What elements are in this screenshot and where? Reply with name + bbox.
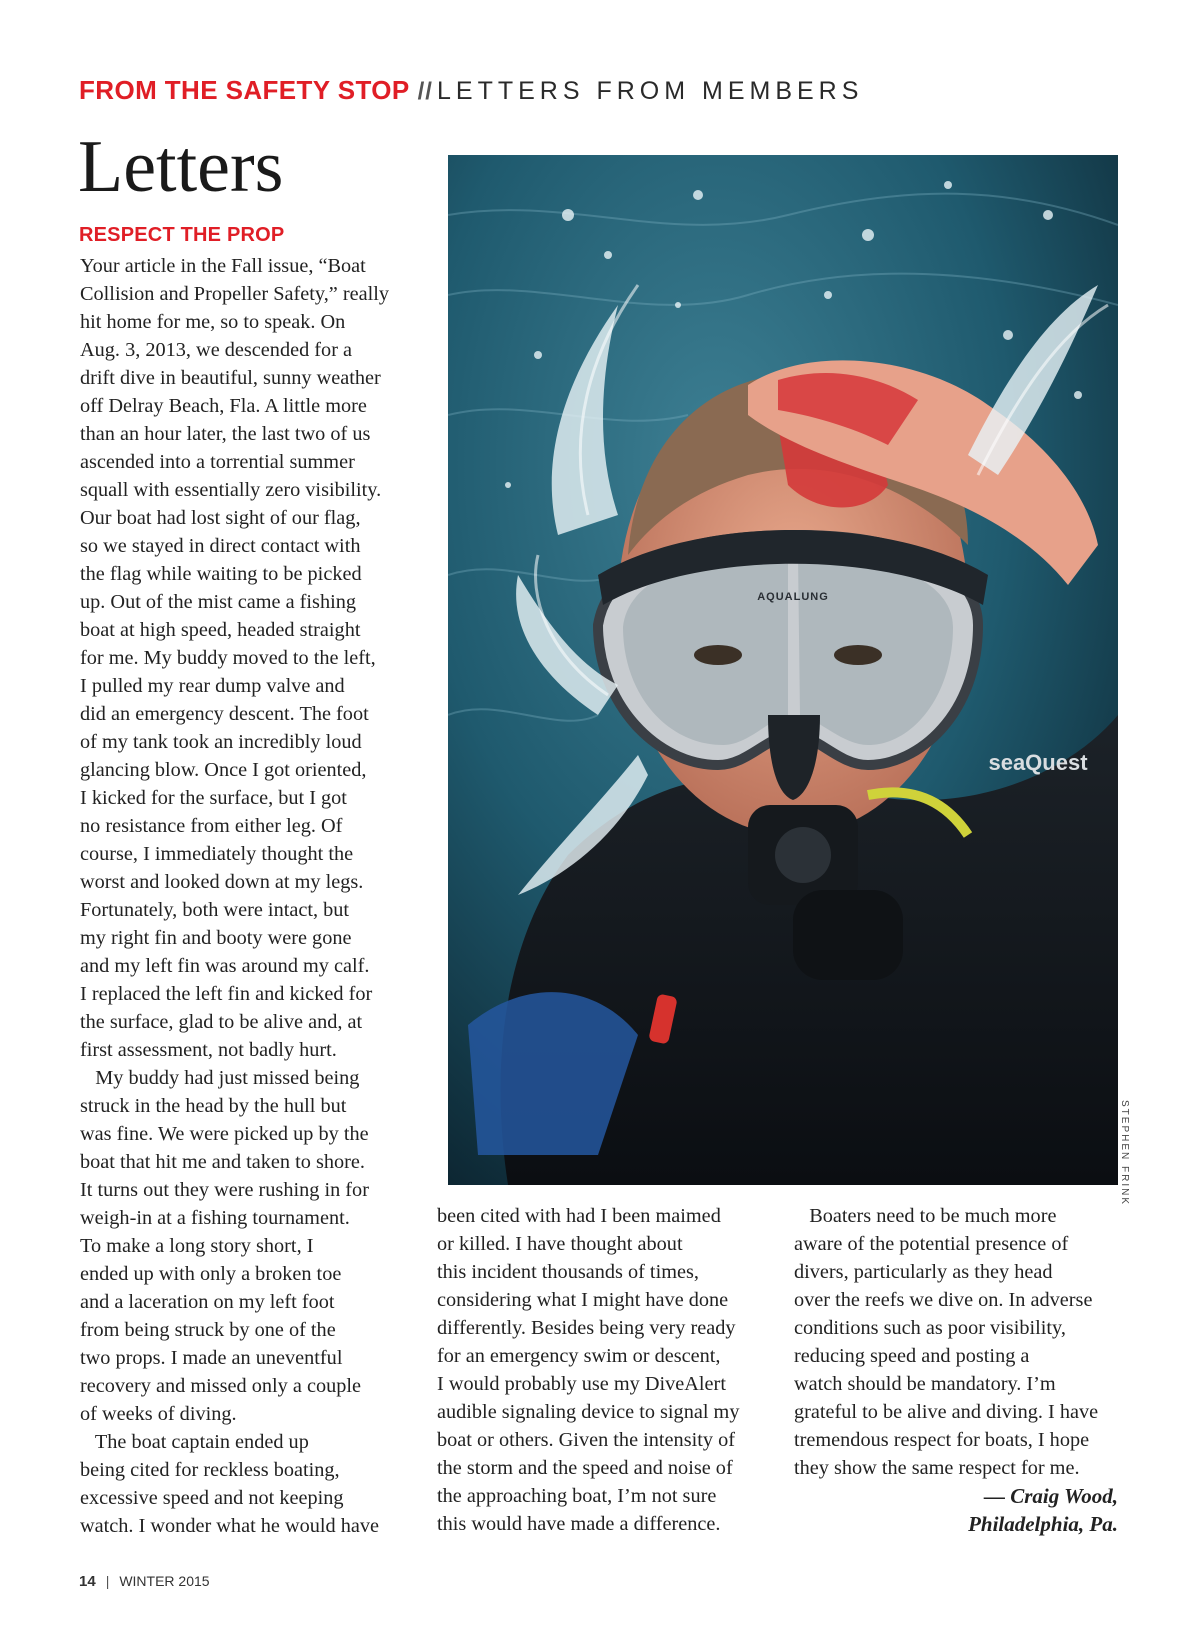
text-line: Your article in the Fall issue, “Boat (80, 255, 366, 277)
header-separator: // (417, 78, 433, 105)
text-line: weigh-in at a fishing tournament. (80, 1207, 350, 1229)
text-line: the approaching boat, I’m not sure (437, 1485, 717, 1507)
text-line: The boat captain ended up (80, 1431, 309, 1453)
text-line: drift dive in beautiful, sunny weather (80, 367, 381, 389)
text-line: reducing speed and posting a (794, 1345, 1030, 1367)
text-line: course, I immediately thought the (80, 843, 354, 865)
text-line: worst and looked down at my legs. (80, 871, 364, 893)
text-line: my right fin and booty were gone (80, 927, 352, 949)
text-line: off Delray Beach, Fla. A little more (80, 395, 367, 417)
text-line: Aug. 3, 2013, we descended for a (80, 339, 353, 361)
page-footer (79, 1573, 210, 1590)
text-line: the flag while waiting to be picked (80, 563, 362, 585)
text-line: this incident thousands of times, (437, 1261, 699, 1283)
text-line: or killed. I have thought about (437, 1233, 683, 1255)
text-line: I replaced the left fin and kicked for (80, 983, 373, 1005)
text-line: Boaters need to be much more (794, 1205, 1057, 1227)
text-line: To make a long story short, I (80, 1235, 314, 1257)
text-line: It turns out they were rushing in for (80, 1179, 369, 1201)
gear-brand-text: seaQuest (988, 750, 1088, 775)
text-line: boat that hit me and taken to shore. (80, 1151, 365, 1173)
text-line: the storm and the speed and noise of (437, 1457, 733, 1479)
text-line: watch. I wonder what he would have (80, 1515, 380, 1537)
text-line: hit home for me, so to speak. On (80, 311, 346, 333)
text-line: I would probably use my DiveAlert (437, 1373, 726, 1395)
text-line: boat at high speed, headed straight (80, 619, 361, 641)
text-line: glancing blow. Once I got oriented, (80, 759, 367, 781)
text-line: this would have made a difference. (437, 1513, 721, 1535)
signature-place: Philadelphia, Pa. (968, 1512, 1118, 1536)
body-column-1 (80, 252, 389, 1540)
text-line: I pulled my rear dump valve and (80, 675, 345, 697)
text-line: up. Out of the mist came a fishing (80, 591, 356, 613)
text-line: Fortunately, both were intact, but (80, 899, 350, 921)
text-line: did an emergency descent. The foot (80, 703, 369, 725)
text-line: first assessment, not badly hurt. (80, 1039, 337, 1061)
text-line: for an emergency swim or descent, (437, 1345, 721, 1367)
text-line: they show the same respect for me. (794, 1457, 1080, 1479)
text-line: differently. Besides being very ready (437, 1317, 736, 1339)
footer-divider: | (105, 1573, 110, 1589)
text-line: conditions such as poor visibility, (794, 1317, 1066, 1339)
text-line: than an hour later, the last two of us (80, 423, 371, 445)
issue-label: WINTER 2015 (119, 1573, 210, 1589)
text-line: no resistance from either leg. Of (80, 815, 343, 837)
text-line: been cited with had I been maimed (437, 1205, 721, 1227)
text-line: audible signaling device to signal my (437, 1401, 740, 1423)
text-line: aware of the potential presence of (794, 1233, 1069, 1255)
section-label: LETTERS FROM MEMBERS (436, 77, 864, 105)
text-line: My buddy had just missed being (80, 1067, 360, 1089)
text-line: for me. My buddy moved to the left, (80, 647, 376, 669)
diver-photo (448, 155, 1118, 1185)
body-column-2 (437, 1202, 739, 1538)
department-kicker: FROM THE SAFETY STOP (79, 75, 410, 105)
page-title: Letters (78, 126, 284, 208)
text-line: from being struck by one of the (80, 1319, 336, 1341)
text-line: grateful to be alive and diving. I have (794, 1401, 1099, 1423)
text-line: watch should be mandatory. I’m (794, 1373, 1056, 1395)
text-line: recovery and missed only a couple (80, 1375, 362, 1397)
text-line: so we stayed in direct contact with (80, 535, 361, 557)
letter-heading: RESPECT THE PROP (79, 224, 285, 246)
running-header (79, 73, 863, 112)
text-line: squall with essentially zero visibility. (80, 479, 382, 501)
text-line: ended up with only a broken toe (80, 1263, 342, 1285)
diver-illustration (448, 155, 1118, 1185)
text-line: of my tank took an incredibly loud (80, 731, 362, 753)
text-line: was fine. We were picked up by the (80, 1123, 369, 1145)
text-line: Collision and Propeller Safety,” really (80, 283, 390, 305)
text-line: two props. I made an uneventful (80, 1347, 343, 1369)
text-line: over the reefs we dive on. In adverse (794, 1289, 1093, 1311)
page-number: 14 (79, 1573, 96, 1590)
text-line: of weeks of diving. (80, 1403, 237, 1425)
signature-name: — Craig Wood, (984, 1484, 1118, 1508)
text-line: struck in the head by the hull but (80, 1095, 347, 1117)
text-line: and my left fin was around my calf. (80, 955, 370, 977)
text-line: boat or others. Given the intensity of (437, 1429, 735, 1451)
text-line: excessive speed and not keeping (80, 1487, 344, 1509)
text-line: considering what I might have done (437, 1289, 729, 1311)
body-column-3 (794, 1202, 1098, 1482)
mask-brand-text: AQUALUNG (757, 591, 829, 603)
text-line: ascended into a torrential summer (80, 451, 355, 473)
text-line: Our boat had lost sight of our flag, (80, 507, 361, 529)
text-line: divers, particularly as they head (794, 1261, 1053, 1283)
text-line: I kicked for the surface, but I got (80, 787, 347, 809)
text-line: tremendous respect for boats, I hope (794, 1429, 1090, 1451)
text-line: being cited for reckless boating, (80, 1459, 340, 1481)
photo-credit: STEPHEN FRINK (1119, 1100, 1130, 1207)
letter-signature (880, 1482, 1118, 1538)
text-line: and a laceration on my left foot (80, 1291, 335, 1313)
text-line: the surface, glad to be alive and, at (80, 1011, 363, 1033)
